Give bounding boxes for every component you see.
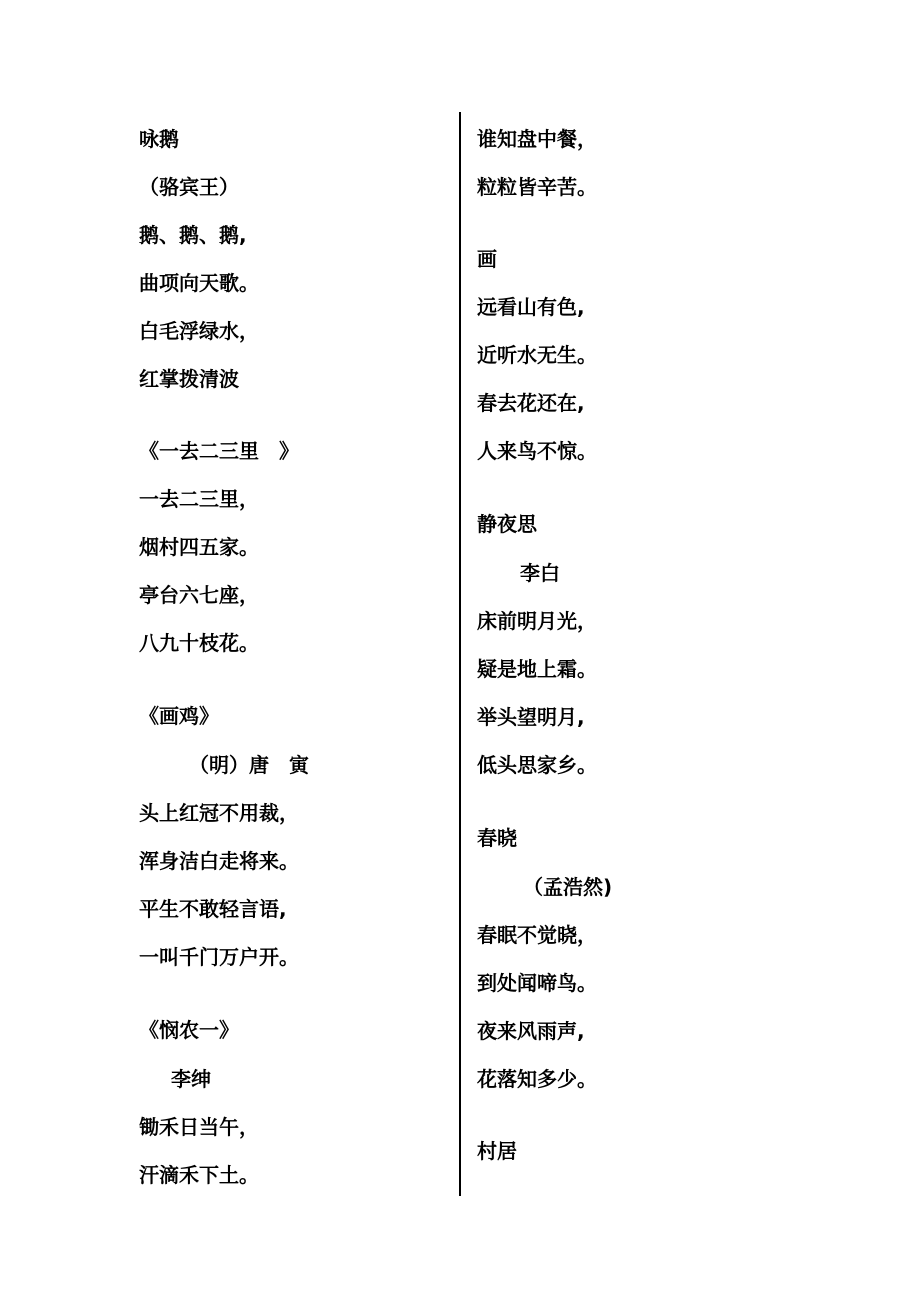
poem-title-hua-ji: 《画鸡》	[139, 704, 219, 728]
poem-line: 白毛浮绿水，	[139, 319, 259, 343]
poem-title-yong-e: 咏鹅	[139, 127, 179, 151]
poem-title-chun-xiao: 春晓	[477, 826, 517, 850]
poem-line: 亭台六七座，	[139, 583, 259, 607]
poem-line: 头上红冠不用裁，	[139, 801, 299, 825]
poem-line: 曲项向天歌。	[139, 271, 259, 295]
poem-line: 春去花还在,	[477, 391, 585, 415]
poem-line: 床前明月光，	[477, 609, 597, 633]
poem-line: 粒粒皆辛苦。	[477, 175, 597, 199]
poem-line: 谁知盘中餐，	[477, 127, 597, 151]
poem-line: 浑身洁白走将来。	[139, 849, 299, 873]
poem-title-yi-qu-er-san-li: 《一去二三里 》	[139, 439, 299, 463]
poem-line: 低头思家乡。	[477, 753, 597, 777]
poem-author: （骆宾王）	[139, 175, 239, 199]
poem-line: 举头望明月,	[477, 705, 585, 729]
poem-line: 春眠不觉晓，	[477, 923, 597, 947]
poem-line: 一去二三里，	[139, 487, 259, 511]
poem-line: 汗滴禾下土。	[139, 1163, 259, 1187]
poem-author: （明）唐 寅	[189, 753, 309, 777]
poem-author: （孟浩然)	[523, 875, 613, 899]
poem-author: 李白	[520, 561, 560, 585]
column-divider	[459, 112, 461, 1196]
poem-line: 远看山有色,	[477, 295, 585, 319]
poem-line: 到处闻啼鸟。	[477, 971, 597, 995]
poem-line: 平生不敢轻言语,	[139, 897, 287, 921]
poem-author: 李绅	[171, 1067, 211, 1091]
poem-line: 八九十枝花。	[139, 631, 259, 655]
poem-line: 疑是地上霜。	[477, 657, 597, 681]
poem-line: 花落知多少。	[477, 1067, 597, 1091]
poem-title-jing-ye-si: 静夜思	[477, 512, 537, 536]
poem-title-hua: 画	[477, 247, 497, 271]
poem-line: 近听水无生。	[477, 343, 597, 367]
poem-line: 红掌拨清波	[139, 367, 239, 391]
poem-line: 鹅、鹅、鹅,	[139, 223, 247, 247]
poem-line: 人来鸟不惊。	[477, 439, 597, 463]
poem-title-cun-ju: 村居	[477, 1139, 517, 1163]
poem-line: 夜来风雨声,	[477, 1019, 585, 1043]
poem-line: 一叫千门万户开。	[139, 945, 299, 969]
poem-title-min-nong: 《悯农一》	[139, 1018, 239, 1042]
poem-line: 烟村四五家。	[139, 535, 259, 559]
poem-line: 锄禾日当午，	[139, 1115, 259, 1139]
